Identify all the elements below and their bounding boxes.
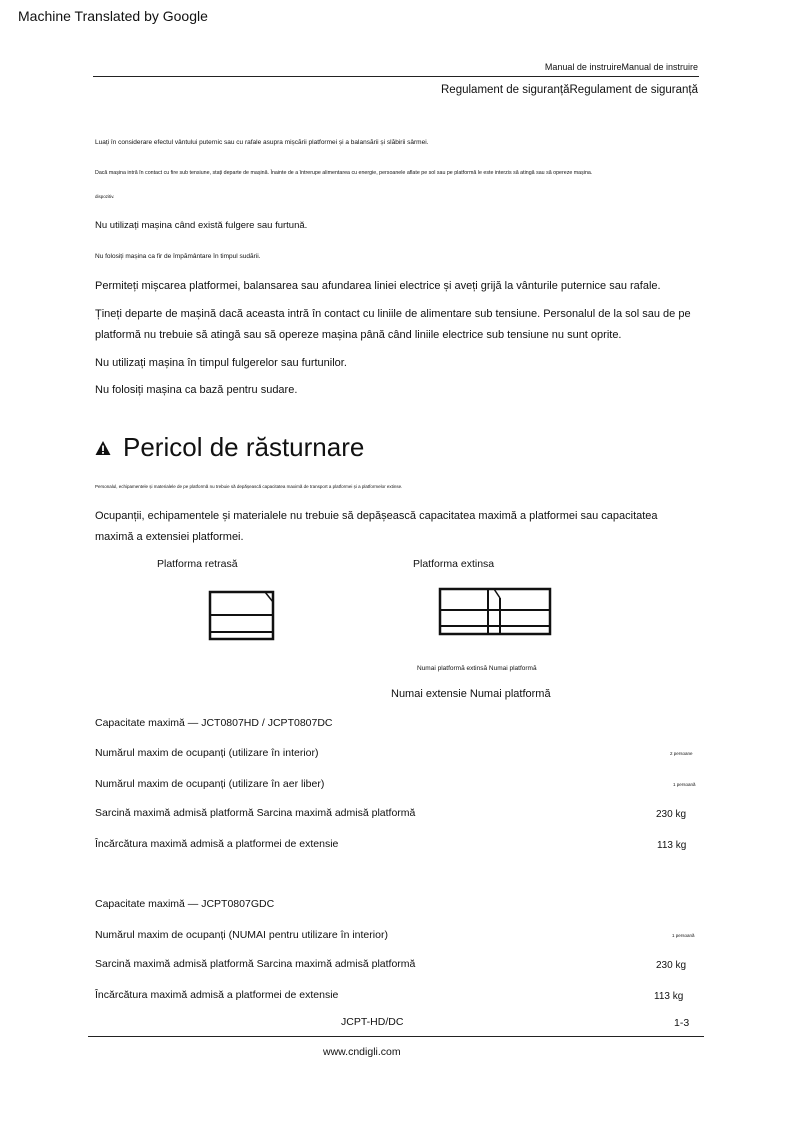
contact-paragraph-line1: Țineți departe de mașină dacă aceasta intră în contact cu liniile de alimentare sub tensiune. Personalul de la sol sau de pe [95, 308, 691, 320]
table2-row-value: 113 kg [654, 991, 684, 1002]
tipover-heading [95, 432, 364, 463]
header-manual-title: Manual de instruireManual de instruire [544, 62, 698, 72]
table2-row-label: Încărcătura maximă admisă a platformei de extensie [95, 989, 339, 1001]
table2-row-value: 1 persoană [672, 933, 695, 938]
table1-row-value: 2 persoane [670, 751, 693, 756]
table2-title: Capacitate maximă — JCPT0807GDC [95, 898, 275, 910]
contact-note-small-cont: dispozitiv. [95, 194, 115, 199]
table1-title: Capacitate maximă — JCT0807HD / JCPT0807DC [95, 717, 333, 729]
contact-paragraph-line2: platformă nu trebuie să atingă sau să opereze mașina până când liniile electrice sub tensiune nu sunt oprite. [95, 329, 622, 341]
extended-platform-label: Platforma extinsa [413, 558, 495, 570]
welding-paragraph: Nu folosiți mașina ca bază pentru sudare. [95, 384, 298, 396]
figure-caption: Numai extensie Numai platformă [391, 688, 551, 700]
retracted-platform-drawing [205, 588, 277, 644]
footer-divider [88, 1036, 704, 1037]
footer-website: www.cndigli.com [323, 1046, 401, 1058]
wind-note-small: Luați în considerare efectul vântului puternic sau cu rafale asupra mișcării platformei și a balansării și slăbirii sârmei. [95, 139, 429, 146]
contact-note-small: Dacă mașina intră în contact cu fire sub tensiune, stați departe de mașină. Înainte de a întrerupe alimentarea cu energie, persoanele aflate pe sol sau pe platformă le este interzis să atingă sau să opereze mașina. [95, 170, 593, 176]
table1-row-label: Numărul maxim de ocupanți (utilizare în aer liber) [95, 778, 325, 790]
tipover-note-small: Personalul, echipamentele și materialele de pe platformă nu trebuie să depășească capacitatea maximă de transport a platformei și a platformelor extinse. [95, 484, 403, 489]
table2-row-label: Numărul maxim de ocupanți (NUMAI pentru utilizare în interior) [95, 929, 388, 941]
welding-note-small: Nu folosiți mașina ca fir de împământare în timpul sudării. [95, 253, 261, 260]
table1-row-label: Numărul maxim de ocupanți (utilizare în interior) [95, 747, 319, 759]
table2-row-value: 230 kg [656, 960, 687, 971]
header-divider [93, 76, 699, 77]
table2-row-label: Sarcină maximă admisă platformă Sarcina maximă admisă platformă [95, 958, 416, 970]
wind-paragraph: Permiteți mișcarea platformei, balansarea sau afundarea liniei electrice și aveți grijă la vânturile puternice sau rafale. [95, 280, 661, 292]
footer-page-number: 1-3 [674, 1017, 690, 1029]
tipover-paragraph-line2: maximă a extensiei platformei. [95, 531, 244, 543]
table1-row-value: 230 kg [656, 809, 687, 820]
table1-row-label: Încărcătura maximă admisă a platformei de extensie [95, 838, 339, 850]
header-section-title: Regulament de siguranțăRegulament de siguranță [441, 84, 698, 96]
retracted-platform-label: Platforma retrasă [157, 558, 238, 570]
figure-caption-small: Numai platformă extinsă Numai platformă [417, 665, 537, 672]
lightning-paragraph: Nu utilizați mașina în timpul fulgerelor sau furtunilor. [95, 357, 347, 369]
extended-platform-drawing [436, 584, 554, 640]
lightning-note-short: Nu utilizați mașina când există fulgere sau furtună. [95, 220, 308, 231]
translation-banner: Machine Translated by Google [18, 8, 208, 24]
footer-model: JCPT-HD/DC [341, 1016, 404, 1028]
table1-row-value: 1 persoană [673, 782, 696, 787]
tipover-title: Pericol de răsturnare [123, 432, 365, 462]
warning-icon [95, 440, 111, 456]
tipover-paragraph-line1: Ocupanții, echipamentele și materialele nu trebuie să depășească capacitatea maximă a platformei sau capacitatea [95, 510, 658, 522]
table1-row-label: Sarcină maximă admisă platformă Sarcina maximă admisă platformă [95, 807, 416, 819]
table1-row-value: 113 kg [657, 840, 687, 851]
